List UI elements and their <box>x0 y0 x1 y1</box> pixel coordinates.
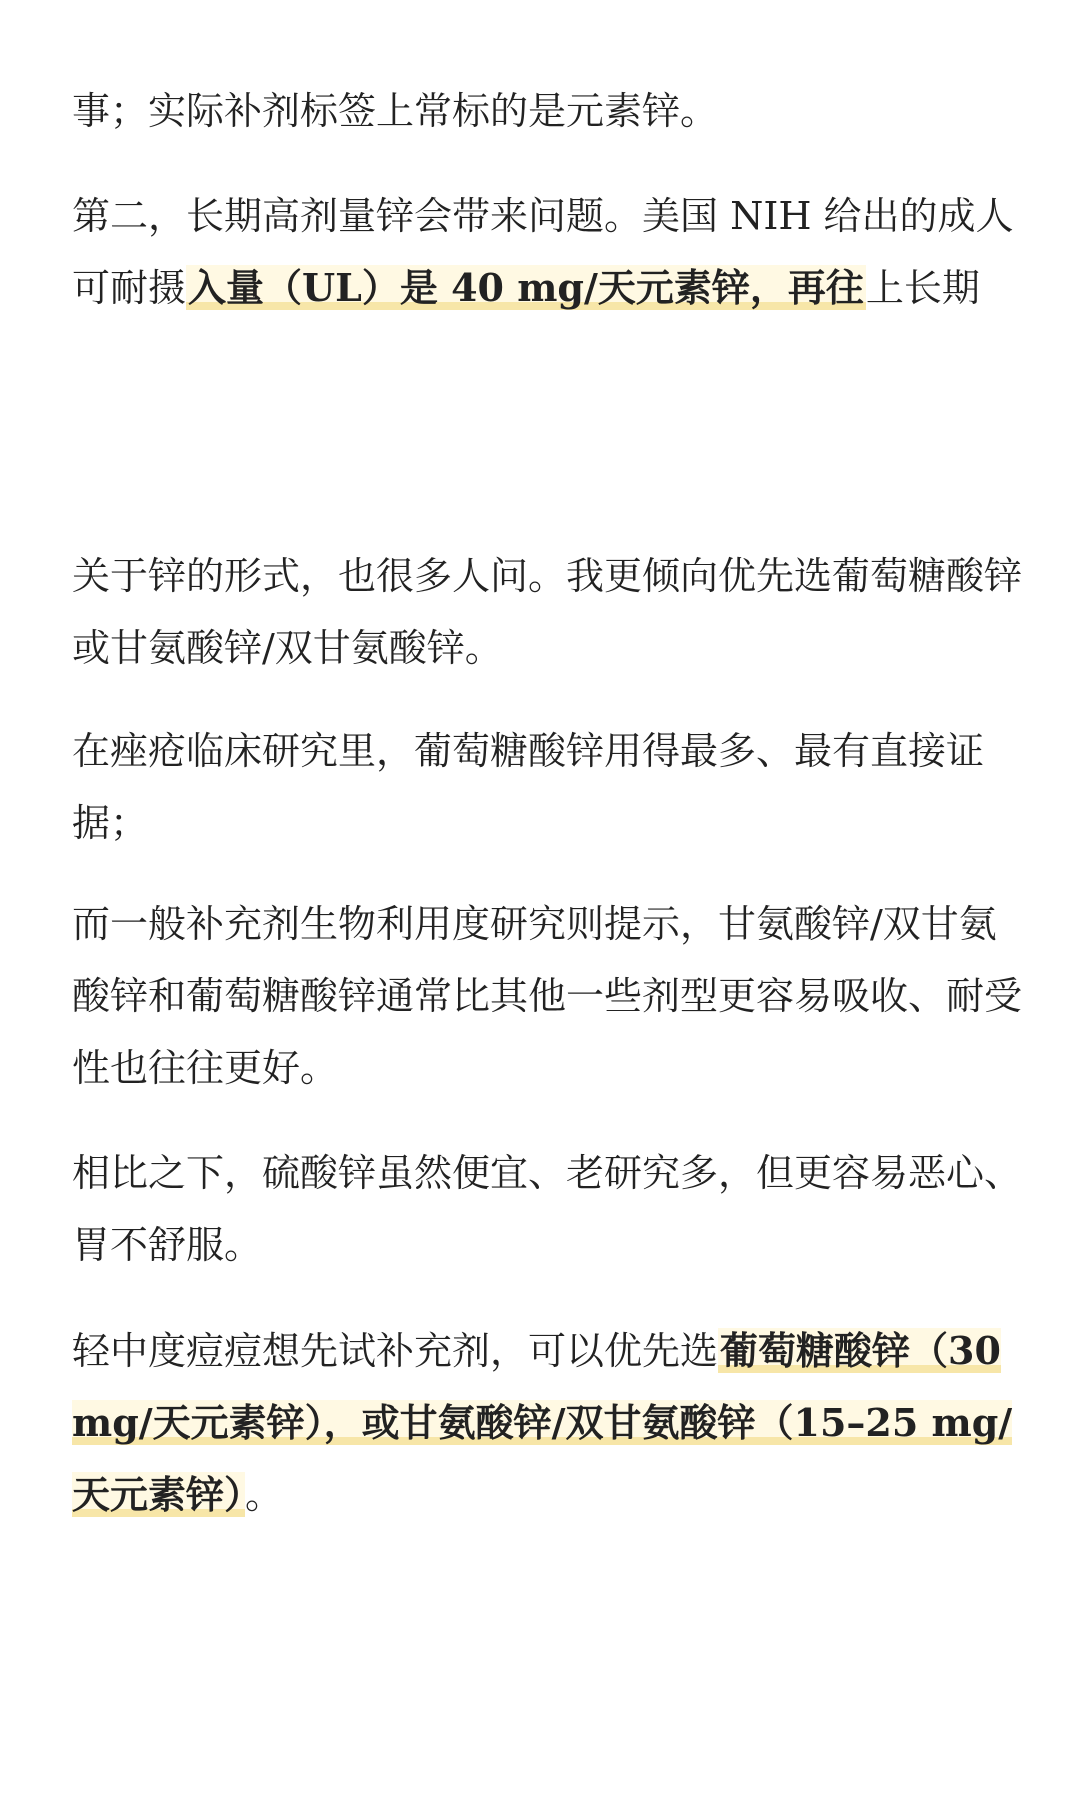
paragraph-text: 。 <box>245 1473 284 1517</box>
highlighted-text: 葡萄糖酸锌（30 mg/天元素锌），或甘氨酸锌/双甘氨酸锌（15–25 mg/天元素锌） <box>72 1328 1013 1517</box>
paragraph-text: 轻中度痘痘想先试补充剂，可以优先选 <box>72 1329 719 1373</box>
paragraph-text: 关于锌的形式，也很多人问。我更倾向优先选葡萄糖酸锌或甘氨酸锌/双甘氨酸锌。 <box>72 554 1023 670</box>
paragraph-text: 事；实际补剂标签上常标的是元素锌。 <box>72 89 719 133</box>
paragraph-acne-research <box>72 715 1022 859</box>
paragraph-text: 在痤疮临床研究里，葡萄糖酸锌用得最多、最有直接证据； <box>72 729 985 845</box>
paragraph-zinc-forms <box>72 540 1022 684</box>
paragraph-text: 上长期 <box>865 266 980 310</box>
paragraph-zinc-sulfate <box>72 1137 1022 1281</box>
paragraph-ul-warning <box>72 180 1022 324</box>
paragraph-recommendation <box>72 1315 1022 1531</box>
paragraph-text: 第二，长期高剂量锌会带来问题。美国 NIH 给出的成人可耐摄 <box>72 194 1014 310</box>
paragraph-bioavailability <box>72 888 1022 1104</box>
paragraph-element-zinc-note <box>72 75 1022 147</box>
paragraph-text: 相比之下，硫酸锌虽然便宜、老研究多，但更容易恶心、胃不舒服。 <box>72 1151 1023 1267</box>
paragraph-text: 而一般补充剂生物利用度研究则提示，甘氨酸锌/双甘氨酸锌和葡萄糖酸锌通常比其他一些剂型更容易吸收、耐受性也往往更好。 <box>72 902 1023 1090</box>
highlighted-text: 入量（UL）是 40 mg/天元素锌，再往 <box>188 265 864 310</box>
